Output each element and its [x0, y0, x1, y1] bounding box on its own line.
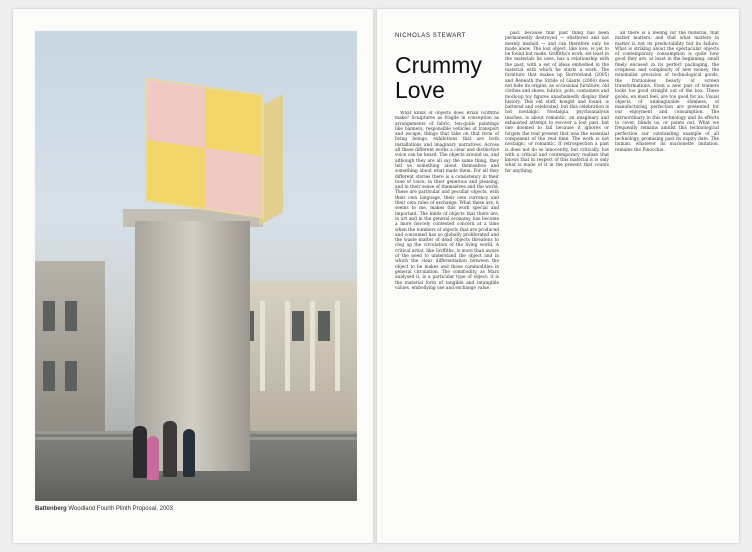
- person-1: [133, 426, 147, 478]
- person-3: [163, 421, 177, 477]
- photograph: [35, 31, 357, 501]
- title-line-1: Crummy: [395, 52, 482, 78]
- column-1-text: What kinds of objects does Brian Griffiths make? Sculptures as fragile in conception as arrangements of fabric, ten-quids paintings like banners, responsible vehicles of transport and escape; things that take on that form of living beings, exhibitions that are both installations and imaginary narratives. Across all these different works a clear and distinctive voice can be heard. The objects around us, and although they are all say the same thing, they tell us something about themselves and something about what made them. For all they different stories there is a consistency in their tone of voice, in their generous and pleasing, and in their sense of themselves and the world. These are particular and peculiar objects, with their own language, their own currency and their own rules of exchange. What these are, it seems to me, makes this work special and important. The kinds of objects that there are, in art and in the general economy, has become a more fiercely contested concern at a time when the numbers of objects that are produced and consumed has so globally proliferated and the waste matter of dead objects threatens to clog up the circulation of the living world. A critical artist, like Griffiths, is more than aware of the need to understand the object and in which the clear differentiation between the object to be makes and those commodities in general circulation. The commodity, as Marx analysed it, is a particular type of object: it is the material form of tangible and intangible values, embodying use and exchange value.: [395, 111, 499, 291]
- column-2-text: past, because that past thing has been permanently destroyed — shattered and not merely mislaid — and can therefore only be made anew. The lost object, like love, is yet to be found but made. Griffiths's work, set least in the materials he uses, has a relationship with the past, with a set of ideas embodied in the material with which he starts a work. The furniture that makes up Borrowland (2005) and Beneath the Stride of Giants (2004) does not hide its origins, as occasional furniture, old clothes and shoes, fabrics, pots, containers and mock-up toy figures unashamedly display their history. This old stuff, bought and found, is battered and celebrated, but this celebration is not nostalgic. Nostalgia, psychoanalysis teaches, is about romantic, an imaginary and exhausted attempt to recover a lost past, but one doomed to fail because it ignores or forgets the real present that was the essential component of the real time. The work is not nostalgic, or romantic. If retrospection a past is does not do so innocently, but critically, but with a critical and contemporary realism that knows that in respect of this material it is only what is made of it in the present that counts for anything.: [505, 31, 609, 174]
- person-2: [147, 436, 159, 480]
- caption-text: Woodland Fourth Plinth Proposal, 2003: [68, 506, 173, 512]
- photo-caption: [35, 506, 173, 512]
- text-column-2: [505, 31, 609, 521]
- text-column-1: [395, 111, 499, 521]
- article-title: [395, 53, 482, 103]
- building-left: [35, 261, 105, 441]
- left-page: [13, 9, 373, 543]
- right-page: [377, 9, 739, 543]
- person-4: [183, 429, 195, 477]
- text-column-3: [615, 31, 719, 521]
- caption-title: Battenberg: [35, 506, 67, 512]
- title-line-2: Love: [395, 77, 445, 103]
- author-name: NICHOLAS STEWART: [395, 33, 466, 39]
- battenberg-sculpture: [145, 78, 264, 219]
- column-3-text: all there is a feeling for the material, that matter matters, and that what matters in matter is not its predictability but its failure. What is striking about the spectacular objects of contemporary consumption is quite how good they are, at least in the beginning: small finely encased in its perfect packaging, the crispness and complexity of new money, the minimalist precision of technological goods, the frictionless beauty of screen transformations. Even a new pair of trainers looks too good straight out of the box. These goods, en most feel, are too good for us. Visual objects of unimaginable slimness, of manufacturing perfection are presented for our enjoyment and consumption. The extraordinary in this technology and its effects to cover, blinds us, or points out. What we frequently remains amidst this technological perfection our outstanding example of all technology, promising past its expiry date. The human, whatever its marionette imitation, remains the Pinocchio.: [615, 31, 719, 153]
